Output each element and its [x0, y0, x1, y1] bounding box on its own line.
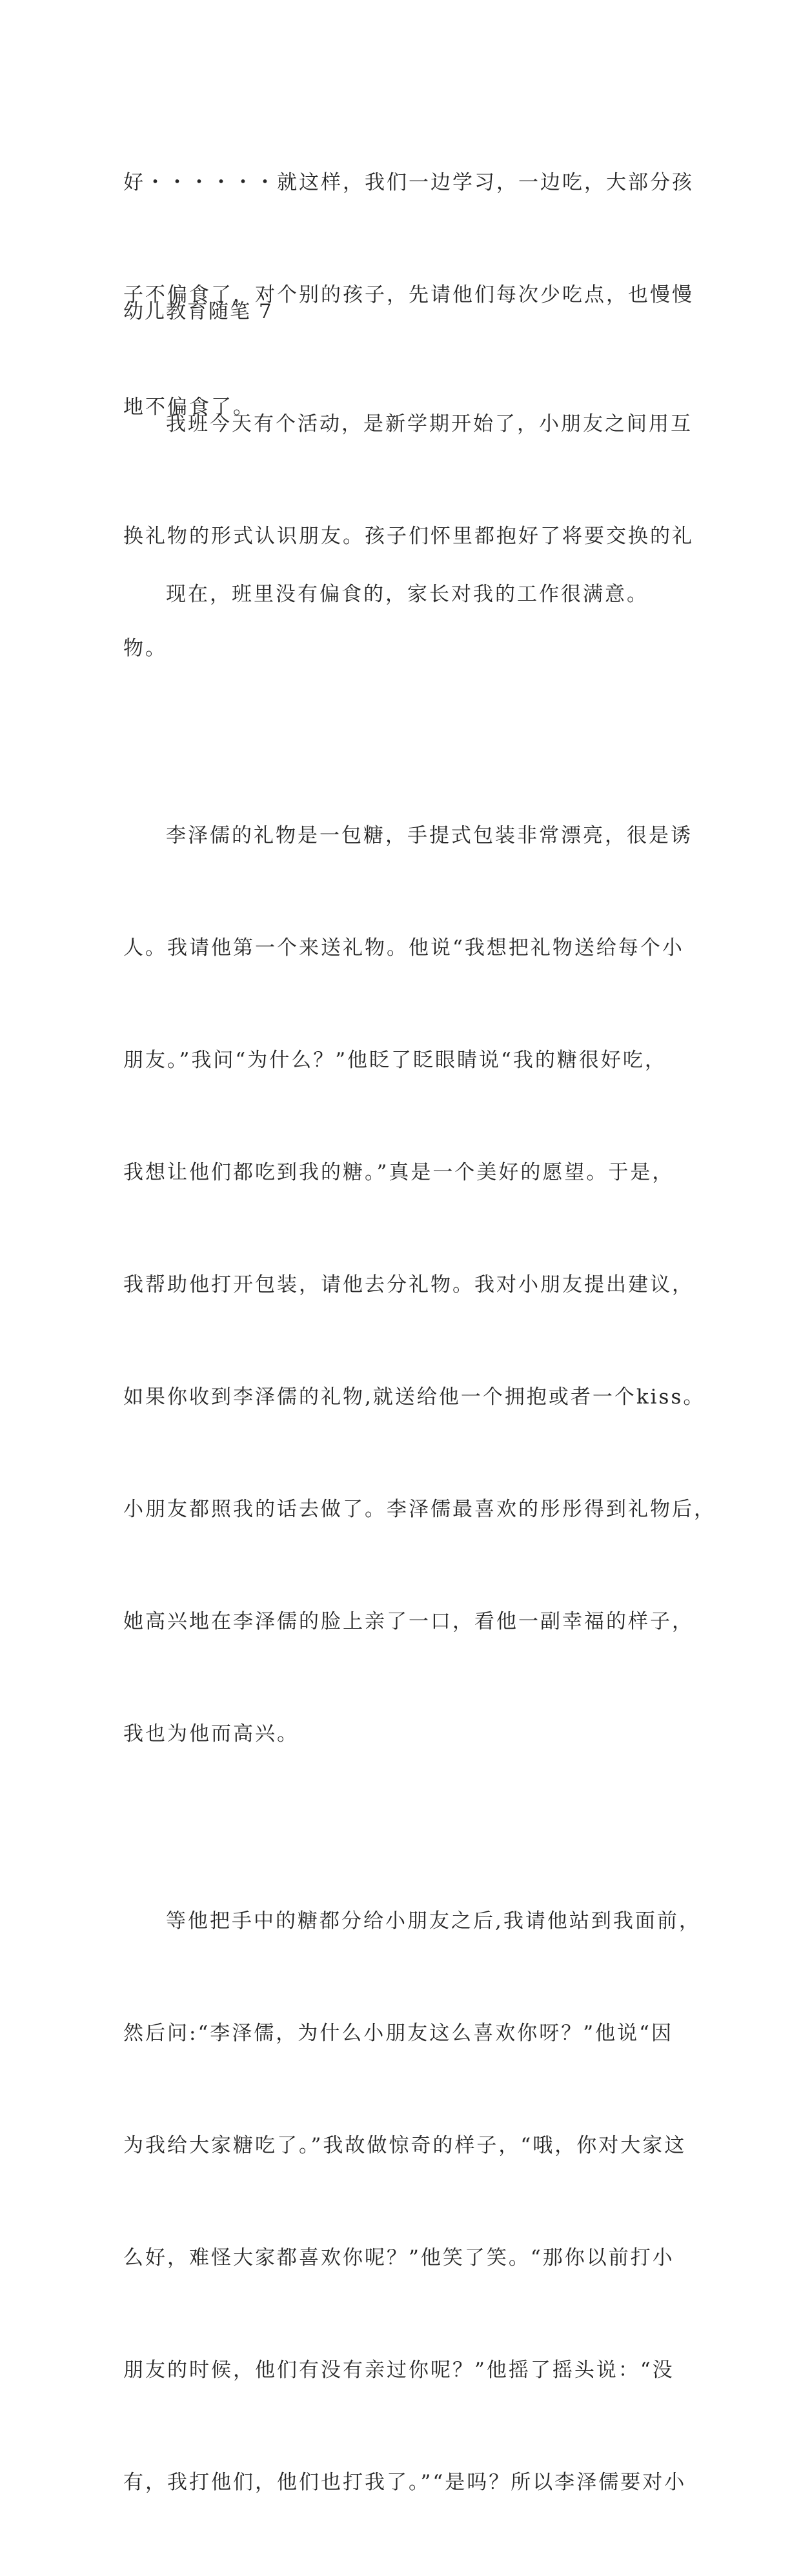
- text-line: 好・・・・・・就这样，我们一边学习，一边吃，大部分孩: [123, 171, 694, 194]
- text-line: 么好，难怪大家都喜欢你呢？”他笑了笑。“那你以前打小: [123, 2246, 674, 2269]
- text-line: 地不偏食了。: [123, 396, 255, 419]
- text-line: 我帮助他打开包装，请他去分礼物。我对小朋友提出建议，: [123, 1273, 694, 1296]
- section-heading: 幼儿教育随笔 7: [123, 300, 273, 323]
- text-line: 有，我打他们，他们也打我了。”“是吗？所以李泽儒要对小: [123, 2471, 687, 2494]
- text-line: 小朋友都照我的话去做了。李泽儒最喜欢的彤彤得到礼物后，: [123, 1498, 716, 1521]
- text-line: 她高兴地在李泽儒的脸上亲了一口，看他一副幸福的样子，: [123, 1610, 694, 1633]
- text-line: 李泽儒的礼物是一包糖，手提式包装非常漂亮，很是诱: [166, 824, 693, 847]
- paragraph-dialogue: [123, 1827, 701, 2576]
- text-line: 我班今天有个活动，是新学期开始了，小朋友之间用互: [166, 412, 693, 436]
- text-line: 换礼物的形式认识朋友。孩子们怀里都抱好了将要交换的礼: [123, 525, 694, 548]
- text-line: 我想让他们都吃到我的糖。”真是一个美好的愿望。于是，: [123, 1161, 674, 1184]
- paragraph-intro: [123, 330, 694, 742]
- text-line: 物。: [123, 637, 167, 660]
- text-line: 现在，班里没有偏食的，家长对我的工作很满意。: [166, 583, 649, 606]
- text-line: 我也为他而高兴。: [123, 1722, 299, 1746]
- text-line: 然后问:“李泽儒，为什么小朋友这么喜欢你呀？”他说“因: [123, 2022, 673, 2045]
- text-line: 人。我请他第一个来送礼物。他说“我想把礼物送给每个小: [123, 936, 684, 960]
- text-line: 如果你收到李泽儒的礼物,就送给他一个拥抱或者一个kiss。: [123, 1385, 705, 1409]
- text-line: 等他把手中的糖都分给小朋友之后,我请他站到我面前，: [166, 1909, 701, 1933]
- essay-body: [123, 330, 716, 2576]
- paragraph-gift: [123, 742, 716, 1827]
- text-line: 子不偏食了，对个别的孩子，先请他们每次少吃点，也慢慢: [123, 283, 694, 307]
- text-line: 朋友的时候，他们有没有亲过你呢？”他摇了摇头说：“没: [123, 2359, 674, 2382]
- text-line: 为我给大家糖吃了。”我故做惊奇的样子，“哦，你对大家这: [123, 2134, 687, 2157]
- text-line: 朋友。”我问“为什么？”他眨了眨眼睛说“我的糖很好吃，: [123, 1049, 667, 1072]
